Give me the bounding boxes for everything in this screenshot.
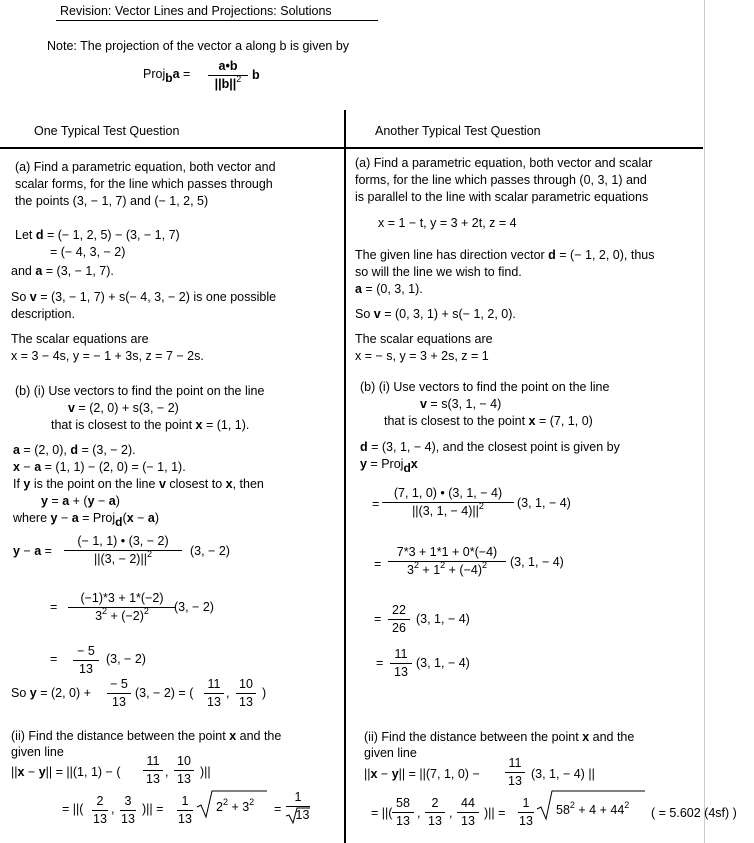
right-scalar-equations: x = − s, y = 3 + 2s, z = 1	[355, 349, 489, 363]
right-calc3-eq: =	[374, 612, 382, 626]
right-given-line: x = 1 − t, y = 3 + 2t, z = 4	[378, 216, 517, 230]
heading-divider	[0, 147, 703, 149]
right-calc4-tail: (3, 1, − 4)	[416, 656, 470, 670]
right-scalar-heading: The scalar equations are	[355, 332, 493, 346]
right-dist2-comma2: ,	[449, 806, 453, 820]
left-question-a-line2: scalar forms, for the line which passes through	[15, 177, 273, 191]
right-column-heading: Another Typical Test Question	[375, 124, 541, 138]
right-calc1-fraction: (7, 1, 0) • (3, 1, − 4) ||(3, 1, − $4)||^2$	[382, 486, 514, 519]
right-calc2-fraction: 7*3 + 1*1 + 0*(−4) $3^2 + 1^2 + (-4)^2$	[388, 545, 506, 578]
left-calc2-eq: =	[50, 600, 58, 614]
left-a-d-values: a = (2, 0), d = (3, − 2).	[13, 443, 136, 457]
title-underline	[56, 20, 378, 21]
left-calc3-tail: (3, − 2)	[106, 652, 146, 666]
right-dist2-approx: ( = 5.602 (4sf) )	[651, 806, 737, 820]
left-question-a-line1: (a) Find a parametric equation, both vector and	[15, 160, 276, 174]
right-calc3-tail: (3, 1, − 4)	[416, 612, 470, 626]
right-question-b-line2: v = s(3, 1, − 4)	[420, 397, 502, 411]
right-dist-line1: ||x − y|| = ||(7, 1, 0) −	[364, 767, 480, 781]
column-divider	[344, 110, 346, 843]
projection-formula-b: b	[252, 68, 260, 82]
left-dist2-fraction2: 3 13	[121, 794, 135, 826]
right-calc2-tail: (3, 1, − 4)	[510, 555, 564, 569]
right-dist2-fraction2: 2 13	[425, 796, 445, 829]
left-calc2-fraction: (−1)*3 + 1*(−2) $3^2 + (-2)^2$	[68, 591, 176, 624]
right-question-c-line1: (ii) Find the distance between the point x and the	[364, 730, 635, 744]
left-question-b-line3: that is closest to the point x = (1, 1).	[51, 418, 250, 432]
left-dist-close: )||	[200, 765, 211, 779]
left-so-tail: (3, − 2) = (	[135, 686, 194, 700]
left-question-a-line3: the points (3, − 1, 7) and (− 1, 2, 5)	[15, 194, 209, 208]
right-calc4-fraction: 11 13	[390, 647, 412, 680]
left-y-equals: y = a + (y − a)	[41, 494, 120, 508]
left-dist-line2: = ||(	[62, 802, 84, 816]
left-question-b-line1: (b) (i) Use vectors to find the point on the line	[15, 384, 265, 398]
left-dist2-fraction1: 2 13	[93, 794, 107, 826]
right-dist-line2: = ||(	[371, 806, 393, 820]
left-calc2-tail: (3, − 2)	[174, 600, 214, 614]
right-direction: The given line has direction vector d = (− 1, 2, 0), thus	[355, 248, 655, 262]
right-a-value: a = (0, 3, 1).	[355, 282, 423, 296]
projection-note: Note: The projection of the vector a along b is given by	[47, 39, 350, 53]
left-so-x-fraction: 11 13	[204, 677, 224, 710]
left-dist2-mid: )|| =	[142, 802, 164, 816]
right-dist2-mid: )|| =	[484, 806, 506, 820]
left-dist2-result: 1 13	[286, 790, 310, 823]
left-x-minus-a: x − a = (1, 1) − (2, 0) = (− 1, 1).	[13, 460, 186, 474]
left-scalar-equations: x = 3 − 4s, y = − 1 + 3s, z = 7 − 2s.	[11, 349, 204, 363]
right-dist-tail: (3, 1, − 4) ||	[531, 767, 595, 781]
left-dist2-comma: ,	[111, 802, 115, 816]
right-dist2-fraction1: 58 13	[392, 796, 414, 829]
left-dist2-one-over: 1 13	[178, 794, 192, 826]
right-question-a-line3: is parallel to the line with scalar parametric equations	[355, 190, 649, 204]
left-dist-comma1: ,	[165, 765, 169, 779]
right-question-c-line2: given line	[364, 746, 417, 760]
left-d-result: = (− 4, 3, − 2)	[50, 245, 126, 259]
left-dist-fraction2: 10 13	[174, 754, 194, 787]
right-dist2-comma1: ,	[417, 806, 421, 820]
left-calc1-fraction: (− 1, 1) • (3, − 2) ||(3, − $2)||^2$	[64, 534, 182, 567]
left-calc1-label: y − a =	[13, 544, 52, 558]
right-y-proj: y = Projdx	[360, 457, 418, 475]
right-calc4-eq: =	[376, 656, 384, 670]
right-question-a-line1: (a) Find a parametric equation, both vector and scalar	[355, 156, 653, 170]
right-calc3-fraction: 22 26	[388, 603, 410, 636]
left-so-comma: ,	[226, 686, 230, 700]
right-calc1-tail: (3, 1, − 4)	[517, 496, 571, 510]
right-calc2-eq: =	[374, 557, 382, 571]
left-so-y: So y = (2, 0) +	[11, 686, 91, 700]
right-question-b-line3: that is closest to the point x = (7, 1, 0)	[384, 414, 593, 428]
left-dist2-eq: =	[274, 802, 282, 816]
right-vector-equation: So v = (0, 3, 1) + s(− 1, 2, 0).	[355, 307, 516, 321]
left-so-y-fraction: 10 13	[236, 677, 256, 710]
left-let-d: Let d = (− 1, 2, 5) − (3, − 1, 7)	[15, 228, 180, 242]
projection-formula-fraction: a•b $||b||^2$	[208, 59, 248, 92]
right-dist2-fraction3: 44 13	[457, 796, 479, 829]
page-title: Revision: Vector Lines and Projections: Solutions	[60, 4, 332, 18]
left-column-heading: One Typical Test Question	[34, 124, 180, 138]
right-question-a-line2: forms, for the line which passes through (0, 3, 1) and	[355, 173, 647, 187]
projection-formula-label: Projba =	[143, 67, 191, 85]
left-dist-line1: ||x − y|| = ||(1, 1) − (	[11, 765, 121, 779]
right-question-b-line1: (b) (i) Use vectors to find the point on the line	[360, 380, 610, 394]
left-so-fraction: − 5 13	[107, 677, 131, 710]
left-if-y: If y is the point on the line v closest to x, then	[13, 477, 264, 491]
left-question-c-line2: given line	[11, 745, 64, 759]
left-question-b-line2: v = (2, 0) + s(3, − 2)	[68, 401, 179, 415]
right-d-value: d = (3, 1, − 4), and the closest point is given by	[360, 440, 620, 454]
right-calc1-eq: =	[372, 497, 380, 511]
left-where: where y − a = Projd(x − a)	[13, 511, 160, 529]
right-dist2-one-over: 1 13	[519, 796, 533, 828]
left-a-value: and a = (3, − 1, 7).	[11, 264, 114, 278]
left-calc3-eq: =	[50, 652, 58, 666]
left-calc3-fraction: − 5 13	[73, 644, 99, 677]
left-vector-equation: So v = (3, − 1, 7) + s(− 4, 3, − 2) is one possible	[11, 290, 277, 304]
left-dist-fraction1: 11 13	[143, 754, 163, 787]
left-calc1-tail: (3, − 2)	[190, 544, 230, 558]
left-scalar-heading: The scalar equations are	[11, 332, 149, 346]
left-so-end: )	[262, 686, 267, 700]
right-so-will: so will the line we wish to find.	[355, 265, 522, 279]
page-edge	[704, 0, 705, 843]
right-dist-fraction: 11 13	[505, 756, 525, 789]
left-question-c-line1: (ii) Find the distance between the point x and the	[11, 729, 282, 743]
right-sqrt-content: $58^2 + 4 + 44^2$	[556, 800, 630, 817]
left-description: description.	[11, 307, 75, 321]
left-sqrt-content: $2^2 + 3^2$	[216, 797, 255, 814]
